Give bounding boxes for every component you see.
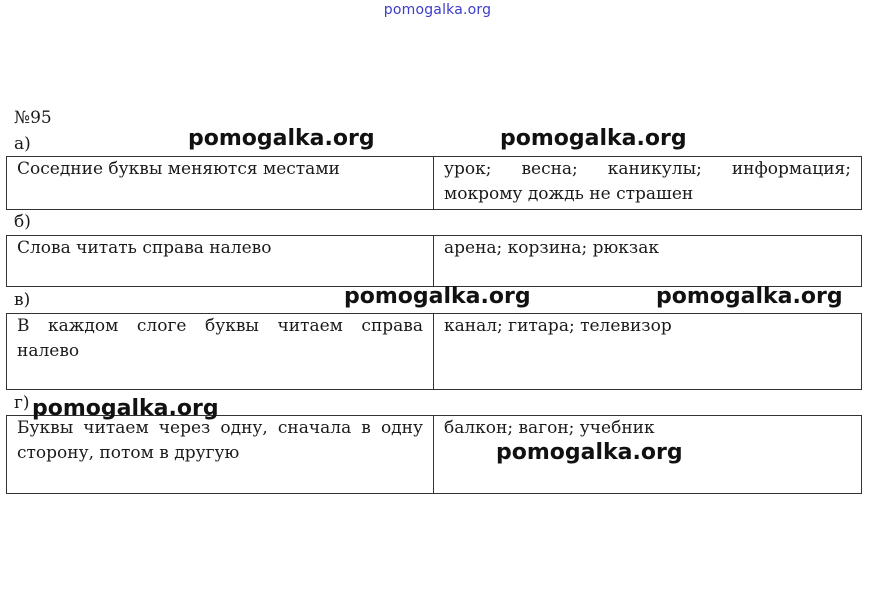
- section-b-examples: арена; корзина; рюкзак: [434, 236, 862, 287]
- watermark-text: pomogalka.org: [496, 440, 683, 465]
- table-row: [7, 314, 862, 390]
- section-a-table: [6, 156, 862, 210]
- section-v-examples: канал; гитара; телевизор: [434, 314, 862, 390]
- exercise-number: №95: [14, 108, 52, 128]
- table-row: [7, 416, 862, 494]
- site-header-link[interactable]: pomogalka.org: [383, 2, 492, 18]
- section-v-table: [6, 313, 862, 390]
- section-g-label: г): [14, 393, 30, 413]
- section-a-examples: урок; весна; каникулы; информация; мокрому дождь не страшен: [434, 157, 862, 210]
- section-v-label: в): [14, 290, 31, 310]
- watermark-text: pomogalka.org: [656, 284, 843, 309]
- table-row: [7, 157, 862, 210]
- watermark-text: pomogalka.org: [344, 284, 531, 309]
- section-g-table: [6, 415, 862, 494]
- table-row: [7, 236, 862, 287]
- watermark-text: pomogalka.org: [188, 126, 375, 151]
- section-v-rule: В каждом слоге буквы читаем справа налево: [7, 314, 434, 390]
- section-b-rule: Слова читать справа налево: [7, 236, 434, 287]
- section-a-rule: Соседние буквы меняются местами: [7, 157, 434, 210]
- watermark-text: pomogalka.org: [500, 126, 687, 151]
- section-a-label: а): [14, 134, 31, 154]
- section-b-label: б): [14, 212, 31, 232]
- section-g-rule: Буквы читаем через одну, сначала в одну сторону, потом в другую: [7, 416, 434, 494]
- watermark-text: pomogalka.org: [32, 396, 219, 421]
- section-b-table: [6, 235, 862, 287]
- section-g-examples: балкон; вагон; учебник: [434, 416, 862, 494]
